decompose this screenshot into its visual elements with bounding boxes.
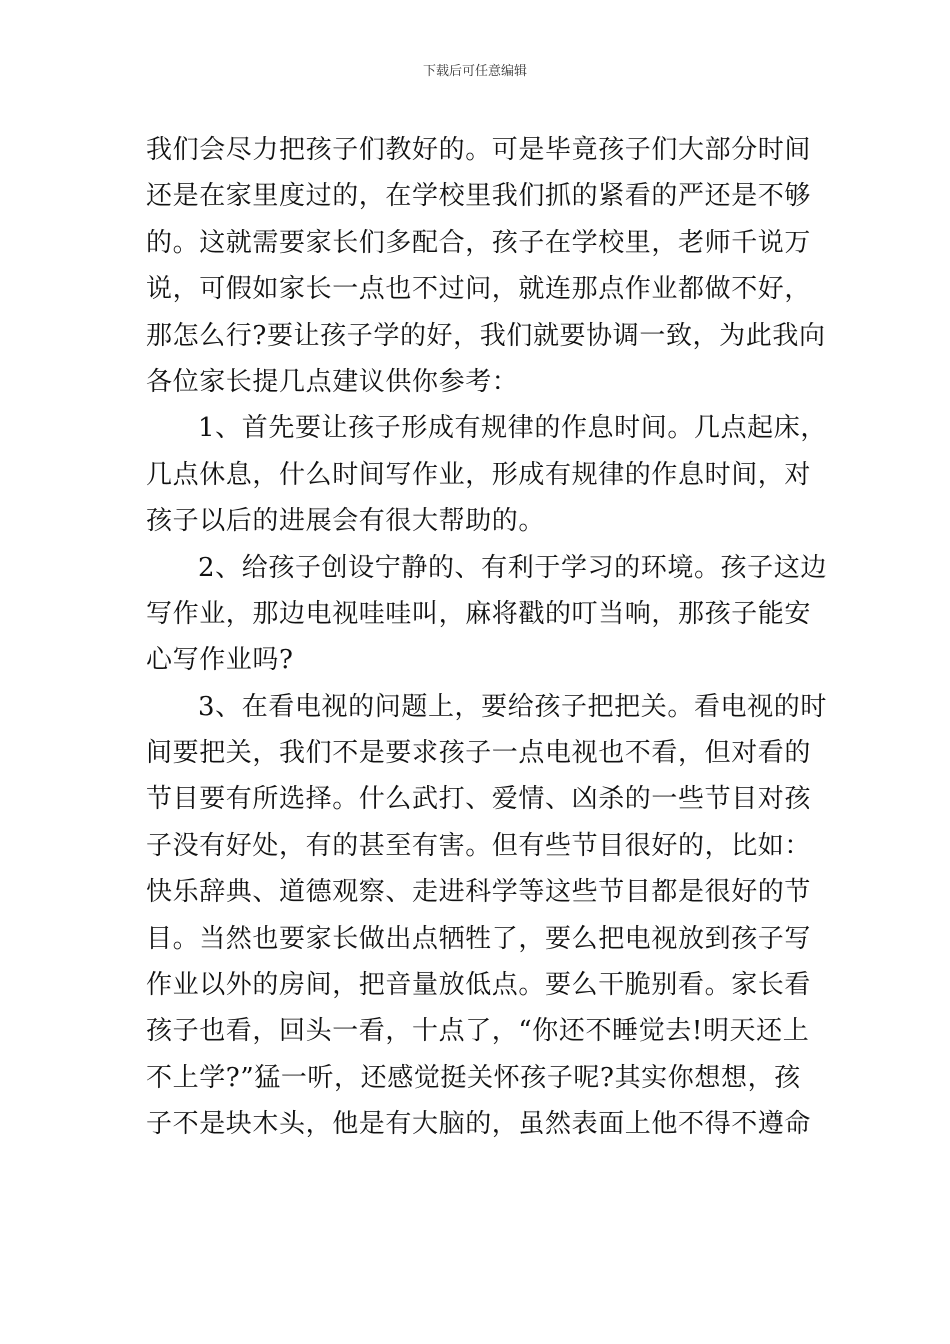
text-line: 写作业，那边电视哇哇叫，麻将戳的叮当响，那孩子能安 <box>146 598 812 629</box>
page-header: 下载后可任意编辑 <box>422 64 527 79</box>
list-item-1-start: 1、首先要让孩子形成有规律的作息时间。几点起床， <box>198 413 827 444</box>
text-line: 孩子以后的进展会有很大帮助的。 <box>146 506 546 537</box>
text-line: 孩子也看，回头一看，十点了，“你还不睡觉去!明天还上 <box>146 1016 810 1047</box>
text-line: 各位家长提几点建议供你参考： <box>146 366 519 397</box>
text-line: 那怎么行?要让孩子学的好，我们就要协调一致，为此我向 <box>146 320 826 351</box>
text-line: 还是在家里度过的，在学校里我们抓的紧看的严还是不够 <box>146 181 812 212</box>
document-body <box>146 127 827 1148</box>
text-line: 我们会尽力把孩子们教好的。可是毕竟孩子们大部分时间 <box>146 135 812 165</box>
text-line: 几点休息，什么时间写作业，形成有规律的作息时间，对 <box>146 459 812 490</box>
text-line: 心写作业吗? <box>146 645 294 676</box>
text-line: 节目要有所选择。什么武打、爱情、凶杀的一些节目对孩 <box>146 784 812 815</box>
text-line: 作业以外的房间，把音量放低点。要么干脆别看。家长看 <box>146 970 812 1001</box>
text-line: 子不是块木头，他是有大脑的，虽然表面上他不得不遵命 <box>146 1109 812 1140</box>
text-line: 说，可假如家长一点也不过问，就连那点作业都做不好， <box>146 274 812 305</box>
list-item-2-start: 2、给孩子创设宁静的、有利于学习的环境。孩子这边 <box>198 552 827 583</box>
text-line: 间要把关，我们不是要求孩子一点电视也不看，但对看的 <box>146 738 812 769</box>
text-line: 的。这就需要家长们多配合，孩子在学校里，老师千说万 <box>146 227 812 258</box>
text-line: 不上学?”猛一听，还感觉挺关怀孩子呢?其实你想想，孩 <box>146 1062 801 1093</box>
list-item-3-start: 3、在看电视的问题上，要给孩子把把关。看电视的时 <box>198 691 827 722</box>
text-line: 快乐辞典、道德观察、走进科学等这些节目都是很好的节 <box>146 877 812 908</box>
text-line: 目。当然也要家长做出点牺牲了，要么把电视放到孩子写 <box>146 923 812 954</box>
text-line: 子没有好处，有的甚至有害。但有些节目很好的，比如： <box>146 830 812 861</box>
